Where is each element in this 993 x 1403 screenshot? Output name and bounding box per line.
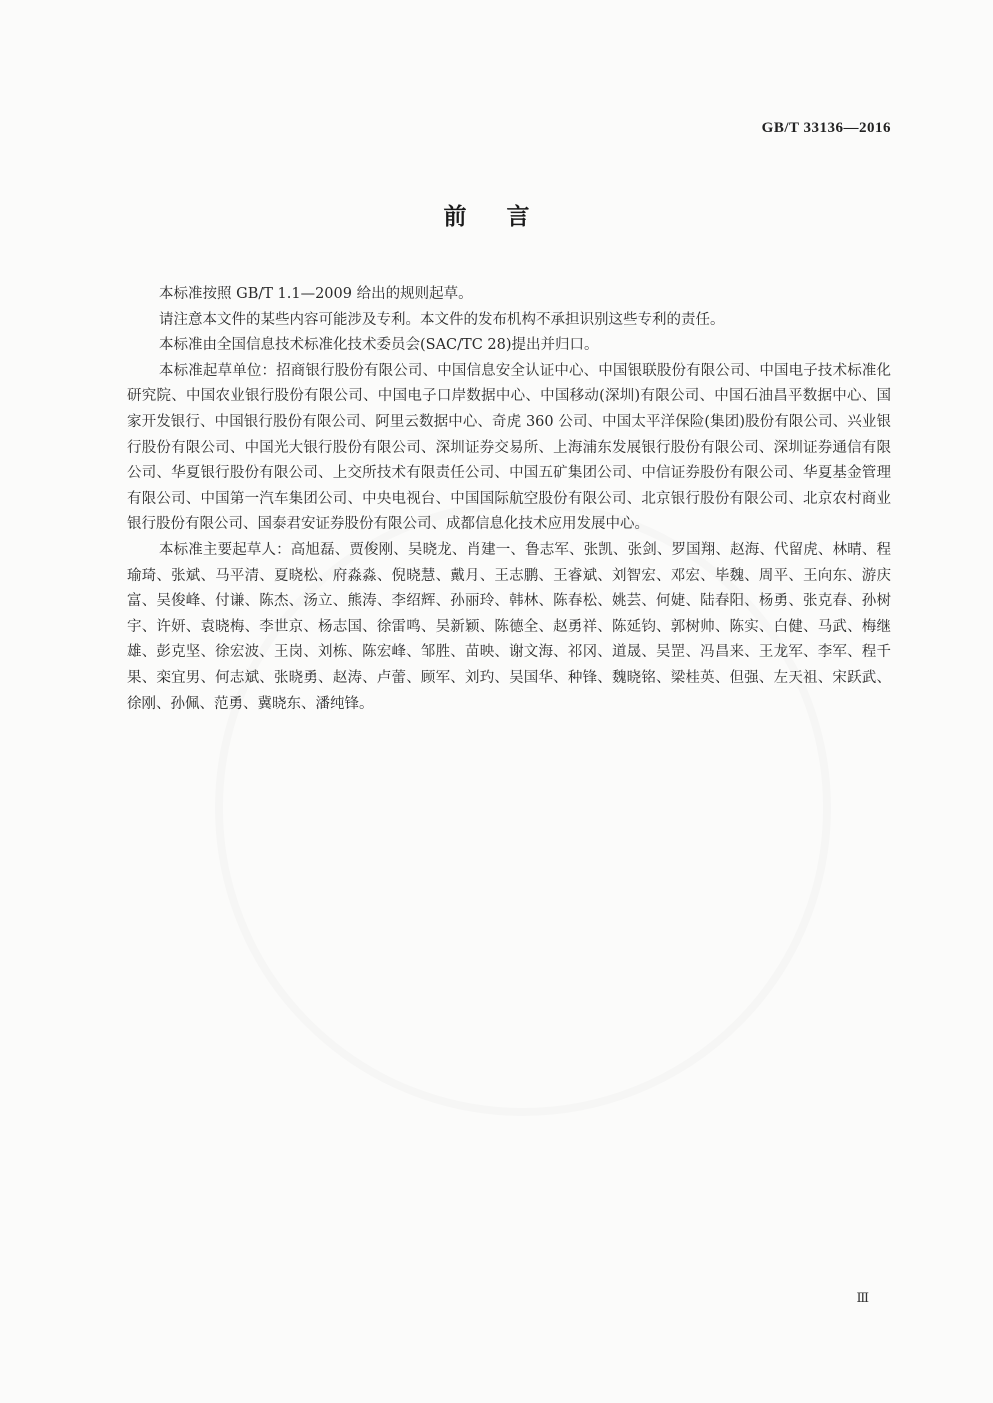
paragraph-drafting-rules: 本标准按照 GB/T 1.1—2009 给出的规则起草。 xyxy=(159,286,473,302)
foreword-body xyxy=(127,282,891,717)
page-title: 前言 xyxy=(443,204,570,230)
paragraph-patent-notice: 请注意本文件的某些内容可能涉及专利。本文件的发布机构不承担识别这些专利的责任。 xyxy=(159,311,725,328)
paragraph-proposer: 本标准由全国信息技术标准化技术委员会(SAC/TC 28)提出并归口。 xyxy=(159,337,599,354)
standard-number: GB/T 33136—2016 xyxy=(761,120,891,136)
paragraph-drafting-units: 本标准起草单位：招商银行股份有限公司、中国信息安全认证中心、中国银联股份有限公司、中国电子技术标准化研究院、中国农业银行股份有限公司、中国电子口岸数据中心、中国移动(深圳)有限公司、中国石油昌平数据中心、国家开发银行、中国银行股份有限公司、阿里云数据中心、奇虎 360 公司、中国太平洋保险(集团)股份有限公司、兴业银行股份有限公司、中国光大银行股份有限公司、深圳证券交易所、上海浦东发展银行股份有限公司、深圳证券通信有限公司、华夏银行股份有限公司、上交所技术有限责任公司、中国五矿集团公司、中信证券股份有限公司、华夏基金管理有限公司、中国第一汽车集团公司、中央电视台、中国国际航空股份有限公司、北京银行股份有限公司、北京农村商业银行股份有限公司、国泰君安证券股份有限公司、成都信息化技术应用发展中心。 xyxy=(127,362,891,533)
paragraph-drafters: 本标准主要起草人：高旭磊、贾俊刚、吴晓龙、肖建一、鲁志军、张凯、张剑、罗国翔、赵海、代留虎、林晴、程瑜琦、张斌、马平清、夏晓松、府淼淼、倪晓慧、戴月、王志鹏、王睿斌、刘智宏、邓宏、毕魏、周平、王向东、游庆富、吴俊峰、付谦、陈杰、汤立、熊涛、李绍辉、孙丽玲、韩林、陈春松、姚芸、何婕、陆春阳、杨勇、张克春、孙树宇、许妍、袁晓梅、李世京、杨志国、徐雷鸣、吴新颖、陈德全、赵勇祥、陈延钧、郭树帅、陈实、白健、马武、梅继雄、彭克坚、徐宏波、王岗、刘栋、陈宏峰、邹胜、苗映、谢文海、祁冈、道晟、吴罡、冯昌来、王龙军、李军、程千果、栾宜男、何志斌、张晓勇、赵涛、卢蕾、顾军、刘玓、吴国华、种锋、魏晓铭、梁桂英、但强、左天祖、宋跃武、徐刚、孙佩、范勇、冀晓东、潘纯锋。 xyxy=(127,541,891,712)
page-number: Ⅲ xyxy=(856,1290,869,1305)
